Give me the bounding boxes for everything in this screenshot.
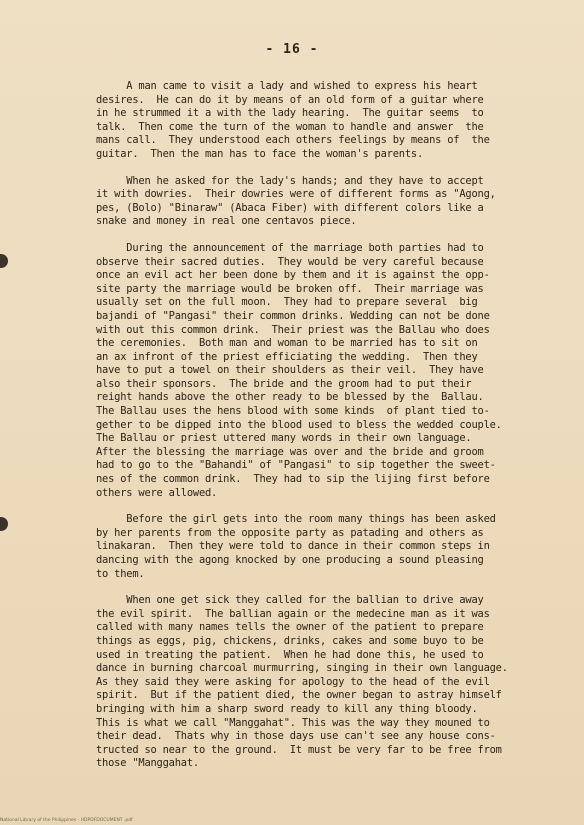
text-line: linakaran. Then they were told to dance in their common steps in — [96, 540, 490, 553]
text-line: A man came to visit a lady and wished to express his heart — [96, 80, 478, 92]
text-line: tructed so near to the ground. It must be very far to be free from — [96, 743, 502, 756]
text-line: When he asked for the lady's hands; and they have to accept — [96, 174, 484, 187]
body-paragraph — [96, 513, 536, 581]
text-line: The Ballau or priest uttered many words in their own language. — [96, 432, 472, 445]
text-line: site party the marriage would be broken off. Their marriage was — [96, 282, 484, 295]
text-line: those "Manggahat. — [96, 757, 199, 770]
text-line: dancing with the agong knocked by one producing a sound pleasing — [96, 554, 484, 566]
text-line: pes, (Bolo) "Binaraw" (Abaca Fiber) with different colors like a — [96, 201, 484, 214]
binding-hole — [0, 254, 8, 268]
text-line: snake and money in real one centavos piece. — [96, 215, 357, 228]
text-line: observe their sacred duties. They would be very careful because — [96, 255, 484, 268]
text-line: As they said they were asking for apology to the head of the evil — [96, 675, 490, 688]
text-line: their dead. Thats why in those days use can't see any house cons- — [96, 730, 496, 743]
footer-caption: National Library of the Philippines - HDPDFDOCUMENT .pdf — [0, 818, 133, 823]
binding-hole — [0, 517, 8, 531]
text-line: things as eggs, pig, chickens, drinks, cakes and some buyo to be — [96, 634, 484, 647]
text-line: dance in burning charcoal murmurring, singing in their own language. — [96, 662, 508, 675]
body-paragraph — [96, 175, 536, 229]
text-line: it with dowries. Their dowries were of different forms as "Agong, — [96, 188, 496, 201]
text-line: reight hands above the other ready to be blessed by the Ballau. — [96, 391, 484, 404]
text-line: bringing with him a sharp sword ready to kill any thing bloody. — [96, 702, 478, 715]
text-line: During the announcement of the marriage both parties had to — [96, 241, 484, 254]
text-line: Before the girl gets into the room many things has been asked — [96, 513, 496, 526]
text-line: an ax infront of the priest efficiating the wedding. Then they — [96, 350, 478, 363]
text-line: the evil spirit. The ballian again or the medecine man as it was — [96, 607, 490, 620]
text-line: mans call. They understood each others feelings by means of the — [96, 134, 490, 147]
text-line: desires. He can do it by means of an old form of a guitar where — [96, 93, 484, 106]
text-line: have to put a towel on their shoulders as their veil. They have — [96, 364, 484, 377]
text-line: The Ballau uses the hens blood with some kinds of plant tied to- — [96, 405, 490, 418]
text-line: bajandi of "Pangasi" their common drinks. Wedding can not be done — [96, 309, 490, 322]
text-line: the ceremonies. Both man and woman to be married has to sit on — [96, 337, 478, 350]
text-line: talk. Then come the turn of the woman to handle and answer the — [96, 120, 484, 133]
body-paragraph — [96, 242, 536, 500]
text-line: had to go to the "Bahandi" of "Pangasi" to sip together the sweet- — [96, 459, 496, 472]
text-line: in he strummed it a with the lady hearing. The guitar seems to — [96, 107, 484, 120]
body-paragraph — [96, 80, 536, 162]
page-number: - 16 - — [265, 42, 319, 57]
text-line: called with many names tells the owner of the patient to prepare — [96, 621, 484, 634]
text-line: nes of the common drink. They had to sip the lijing first before — [96, 473, 490, 486]
text-line: After the blessing the marriage was over and the bride and groom — [96, 445, 484, 458]
document-body — [96, 80, 536, 784]
text-line: spirit. But if the patient died, the owner began to astray himself — [96, 689, 502, 702]
text-line: guitar. Then the man has to face the woman's parents. — [96, 147, 424, 160]
text-line: When one get sick they called for the ballian to drive away — [96, 594, 484, 607]
body-paragraph — [96, 594, 536, 771]
text-line: with out this common drink. Their priest was the Ballau who does — [96, 323, 490, 336]
text-line: once an evil act her been done by them and it is against the opp- — [96, 269, 490, 282]
text-line: others were allowed. — [96, 486, 218, 499]
text-line: to them. — [96, 567, 145, 580]
text-line: gether to be dipped into the blood used to bless the wedded couple. — [96, 418, 502, 431]
text-line: usually set on the full moon. They had to prepare several big — [96, 296, 478, 309]
text-line: used in treating the patient. When he had done this, he used to — [96, 648, 484, 661]
text-line: also their sponsors. The bride and the groom had to put their — [96, 377, 472, 390]
text-line: by her parents from the opposite party as patading and others as — [96, 526, 484, 539]
text-line: This is what we call "Manggahat". This was the way they mouned to — [96, 716, 490, 729]
